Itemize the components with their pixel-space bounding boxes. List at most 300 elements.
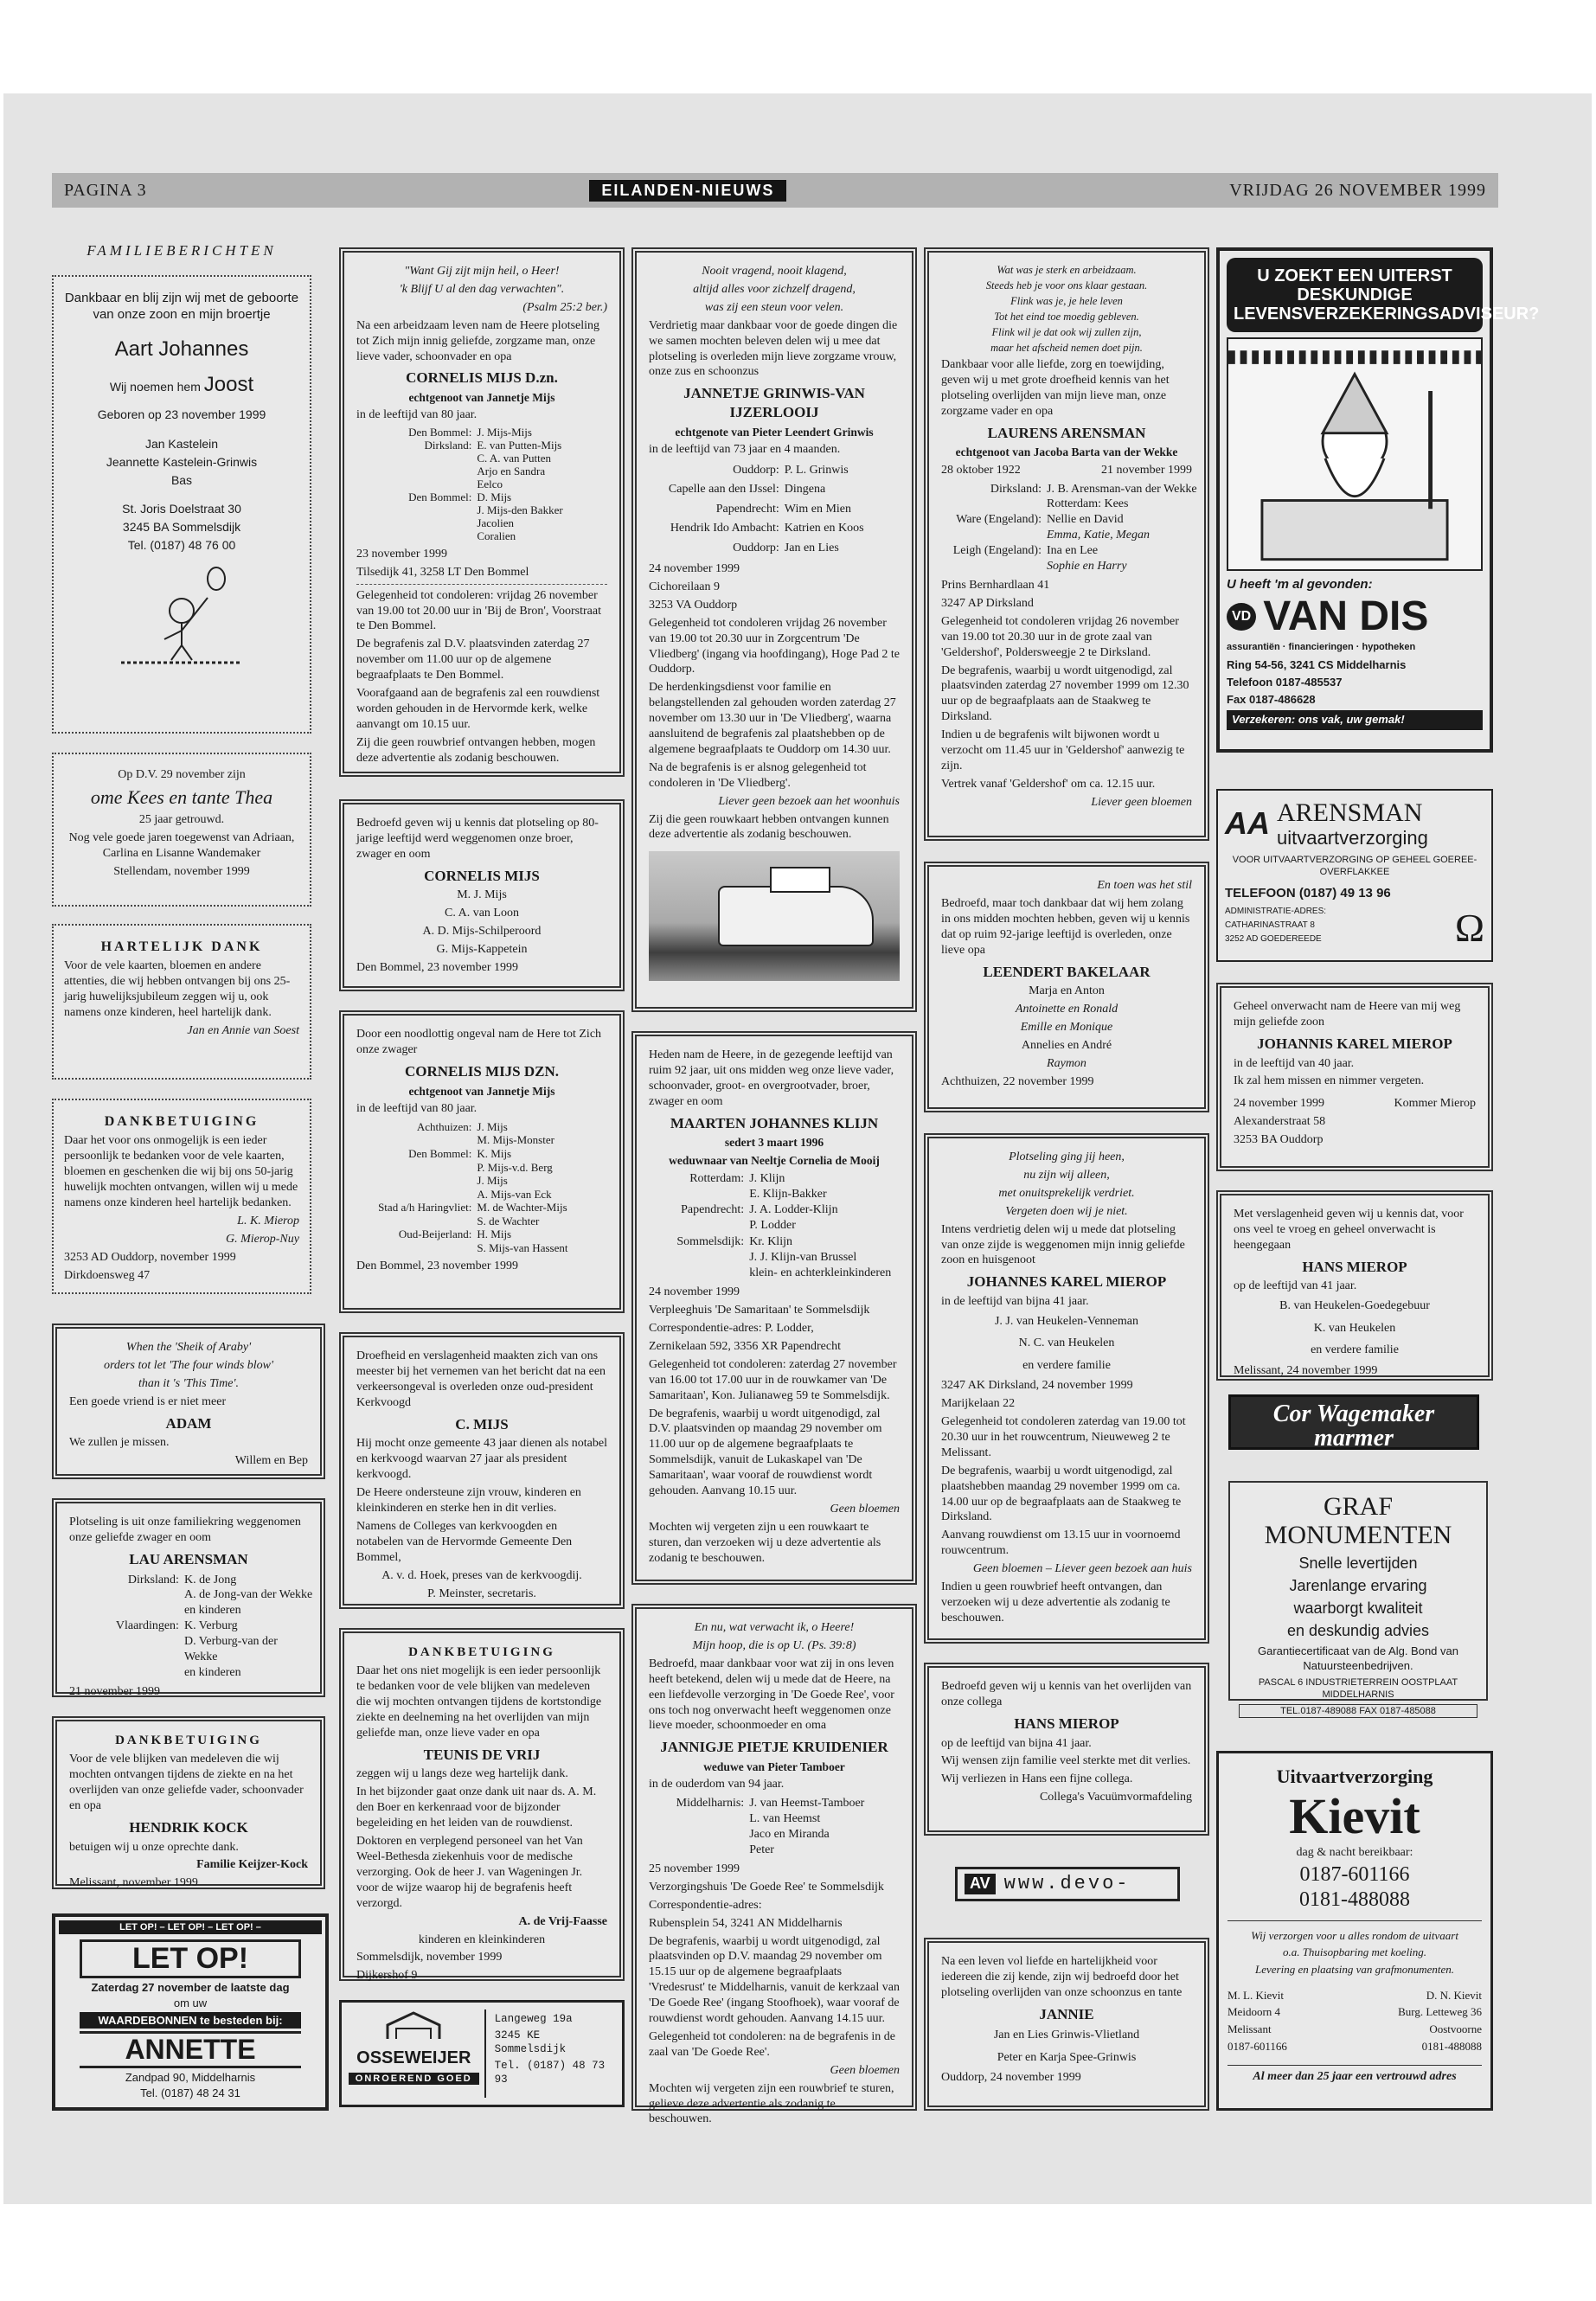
anniversary-years: 25 jaar getrouwd. (138, 813, 225, 827)
thanks-signature: kinderen en kleinkinderen (418, 1932, 546, 1946)
quote-line: than it 's 'This Time'. (138, 1376, 239, 1390)
relative-name: Sophie en Harry (1047, 560, 1127, 574)
thanks-text: In het bijzonder gaat onze dank uit naar ds. A. M. den Boer en kerkenraad voor de bijzonder begeleiding en het leiden van de rouwdienst. (356, 1785, 597, 1830)
obituary-detail: Vertrek vanaf 'Geldershof' om ca. 12.15 uur. (941, 777, 1156, 791)
quote-line: Plotseling ging jij heen, (1009, 1150, 1125, 1163)
cartoon-illustration (1228, 339, 1481, 569)
obituary-date: 24 november 1999 (1234, 1097, 1324, 1111)
relative-place: Ouddorp: (733, 464, 779, 478)
deceased-age: in de leeftijd van bijna 41 jaar. (941, 1295, 1089, 1309)
obituary-place: Ouddorp, 24 november 1999 (941, 2071, 1081, 2085)
relative-place: Papendrecht: (681, 1203, 745, 1217)
obituary-date: 24 november 1999 (649, 1285, 740, 1299)
relative-place: Middelharnis: (676, 1797, 745, 1811)
company-address: CATHARINASTRAAT 8 (1225, 920, 1315, 931)
deceased-spouse: echtgenote van Pieter Leendert Grinwis (675, 425, 874, 439)
company-description: VOOR UITVAARTVERZORGING OP GEHEEL GOEREE-OVERFLAKKEE (1232, 855, 1477, 878)
quote-line: orders tot let 'The four winds blow' (103, 1358, 274, 1372)
obituary-detail: De Heere ondersteune zijn vrouw, kinderen en kleinkinderen en sterke hen in dit verlies. (356, 1486, 581, 1515)
obituary-kruidenier (631, 1604, 917, 2126)
company-tagline: assurantiën · financieringen · hypotheken (1227, 642, 1416, 653)
relative-place (356, 1161, 471, 1175)
relative-place: Papendrecht: (715, 502, 779, 516)
relative-name: Jan en Lies (784, 541, 839, 554)
relative-place (356, 1215, 471, 1228)
obituary-detail: De begrafenis, waarbij u wordt uitgenodigd, zal D.V. plaatsvinden op maandag 29 november om 11.00 uur op de algemene begraafplaats te Sommelsdijk, vanuit de Lukaskapel van 'De Samaritaan', waar vooraf de rouwdienst wordt gehouden. Aanvang 10.15 uur. (649, 1407, 882, 1498)
relative-name: Jan en Lies Grinwis-Vlietland (993, 2029, 1140, 2042)
relative-place: Den Bommel: (408, 426, 472, 439)
deceased-age: in de ouderdom van 94 jaar. (649, 1778, 785, 1791)
relative-name: P. L. Grinwis (784, 464, 849, 478)
relative-place (69, 1587, 179, 1603)
shop-address: Zandpad 90, Middelharnis (125, 2071, 256, 2084)
quote-reference: (Psalm 25:2 ber.) (522, 300, 607, 314)
deceased-spouse: weduwnaar van Neeltje Cornelia de Mooij (669, 1153, 880, 1167)
company-address: PASCAL 6 INDUSTRIETERREIN OOSTPLAAT MIDDELHARNIS (1258, 1677, 1458, 1701)
obituary-klijn (631, 1031, 917, 1585)
relatives-table (941, 482, 1197, 574)
quote-line: En toen was het stil (1097, 879, 1192, 892)
relative-name: S. Mijs-van Hassent (477, 1241, 568, 1255)
company-fax: Fax 0187-486628 (1227, 692, 1316, 706)
arensman-logo-icon: AA (1225, 805, 1270, 842)
obituary-address: 3247 AP Dirksland (941, 596, 1034, 610)
obituary-detail: De herdenkingsdienst voor familie en belangstellenden zal gehouden worden zaterdag 27 november om 13.30 uur in 'De Vliedberg', waarna aansluitend de begrafenis zal plaatshebben op de algemene begraafplaats te Ouddorp om 14.30 uur. (649, 681, 896, 756)
thanks-text: Voor de vele blijken van medeleven die wij mochten ontvangen tijdens de ziekte en na het overlijden van onze geliefde vader, schoonvader en opa (69, 1753, 304, 1812)
relative-place (69, 1634, 179, 1665)
relatives-list (1234, 1297, 1476, 1360)
relative-name: D. Verburg-van der Wekke (183, 1635, 278, 1664)
child-balloon-drawing (121, 563, 242, 667)
advert-line: en deskundig advies (1286, 1622, 1430, 1640)
deceased-name: JANNETJE GRINWIS-VAN IJZERLOOIJ (683, 385, 865, 421)
thanks-title: HARTELIJK DANK (100, 939, 263, 954)
advert-line: Garantiecertificaat van de Alg. Bond van Natuursteenbedrijven. (1258, 1644, 1458, 1672)
obituary-wish: Liever geen bezoek aan het woonhuis (718, 794, 900, 808)
relatives-list (941, 984, 1192, 1072)
relative-name: Emille en Monique (1020, 1021, 1113, 1035)
relative-place (356, 478, 471, 491)
obituary-wish: Geen bloemen (830, 1503, 900, 1516)
obituary-detail: De begrafenis, waarbij u wordt uitgenodigd, zal plaatsvinden zaterdag 27 november 1999 om 12.30 uur op de begraafplaats aan de Staakweg te Dirksland. (941, 663, 1189, 724)
quote-line: Wat was je sterk en arbeidzaam. (997, 264, 1137, 276)
obituary-detail: Ik zal hem missen en nimmer vergeten. (1234, 1074, 1425, 1088)
obituary-intro: Heden nam de Heere, in de gezegende leeftijd van ruim 92 jaar, uit ons midden weg onze lieve vader, schoonvader, groot- en overgrootvader, broer, zwager en oom (649, 1048, 894, 1108)
advert-headline: U ZOEKT EEN UITERST DESKUNDIGE LEVENSVERZEKERINGSADVISEUR? (1227, 258, 1483, 332)
anniversary-announcement (52, 753, 311, 907)
quote-line: When the 'Sheik of Araby' (125, 1341, 252, 1354)
contact-address: Burg. Letteweg 36 (1398, 2005, 1482, 2019)
let-op-title: LET OP! (80, 1939, 301, 1978)
thanks-place: Dijkershof 9 (356, 1969, 418, 1983)
obituary-detail: Na de begrafenis is er alsnog gelegenheid tot condoleren in 'De Vliedberg'. (649, 760, 867, 790)
deceased-name: CORNELIS MIJS D.zn. (406, 369, 558, 387)
company-phone: TELEFOON (0187) 49 13 96 (1225, 886, 1391, 901)
call-name: Joost (203, 373, 254, 397)
contact-phone: 0181-488088 (1421, 2039, 1482, 2053)
advert-line: dag & nacht bereikbaar: (1296, 1846, 1413, 1860)
thanks-de-vrij (339, 1628, 625, 1981)
address-line: St. Joris Doelstraat 30 (122, 502, 241, 516)
relative-name: P. Lodder (749, 1219, 796, 1233)
company-tagline: ONROEREND GOED (349, 2073, 479, 2085)
section-title: FAMILIEBERICHTEN (87, 242, 277, 259)
obituary-address: Tilsedijk 41, 3258 LT Den Bommel (356, 565, 529, 579)
correspondence-address: Correspondentie-adres: (649, 1898, 762, 1912)
deceased-name: HANS MIEROP (1014, 1715, 1119, 1732)
advert-line: Levering en plaatsing van grafmonumenten. (1255, 1963, 1454, 1977)
company-name: Kievit (1289, 1788, 1420, 1845)
boat-cabin (770, 867, 830, 893)
relative-name: Nellie en David (1047, 513, 1124, 527)
obituary-place: Verpleeghuis 'De Samaritaan' te Sommelsdijk (649, 1304, 870, 1317)
parent: Jeannette Kastelein-Grinwis (106, 454, 258, 469)
relative-place (69, 1665, 179, 1681)
deceased-name: LEENDERT BAKELAAR (983, 963, 1151, 980)
relative-name: Jacolien (477, 516, 514, 529)
thanks-text: Voor de vele kaarten, bloemen en andere attenties, die wij hebben ontvangen bij ons 25-jarig huwelijksjubileum zeggen wij u, ook namens onze kinderen, heel hartelijk dank. (64, 959, 291, 1020)
shop-phone: Tel. (0187) 48 24 31 (140, 2086, 240, 2099)
advert-top: Uitvaartverzorging (1276, 1766, 1433, 1787)
let-op-line: WAARDEBONNEN te besteden bij: (80, 2012, 301, 2029)
correspondence-address: Rubensplein 54, 3241 AN Middelharnis (649, 1916, 843, 1930)
relative-place: Ouddorp: (733, 541, 779, 554)
obituary-grinwis (631, 247, 917, 1012)
relative-place: Ware (Engeland): (956, 513, 1042, 527)
obituary-place: Den Bommel, 23 november 1999 (356, 1259, 519, 1272)
relative-place: Dirksland: (127, 1573, 179, 1586)
thanks-place: Melissant, november 1999 (69, 1876, 198, 1890)
obituary-detail: Gelegenheid tot condoleren zaterdag van 19.00 tot 20.30 uur in het rouwcentrum, Nieuweweg 2 te Melissant. (941, 1414, 1186, 1459)
obituary-adam (52, 1324, 325, 1479)
company-address: 3252 AD GOEDEREEDE (1225, 933, 1322, 944)
quote-line: altijd alles voor zichzelf dragend, (693, 282, 856, 296)
shop-name: ANNETTE (80, 2031, 301, 2068)
relative-name: Eelco (477, 478, 503, 491)
quote-line: 'k Blijf U al den dag verwachten". (399, 282, 565, 296)
relative-name: M. Mijs-Monster (477, 1133, 554, 1147)
deceased-name: HENDRIK KOCK (129, 1818, 248, 1836)
quote-line: maar het afscheid nemen doet pijn. (990, 342, 1143, 354)
relative-place (649, 1218, 744, 1234)
company-phone: 0181-488088 (1299, 1888, 1410, 1912)
obituary-lau-arensman (52, 1498, 325, 1697)
obituary-detail: Hij mocht onze gemeente 43 jaar dienen als notabel en kerkvoogd waarvan 27 jaar als president kerkvoogd. (356, 1437, 608, 1482)
obituary-mijs-church (339, 1332, 625, 1609)
obituary-poem (941, 264, 1192, 355)
thanks-mierop (52, 1099, 311, 1294)
house-icon (379, 2009, 448, 2041)
contact-address: Meidoorn 4 (1227, 2005, 1281, 2019)
deceased-detail: sedert 3 maart 1996 (724, 1136, 824, 1150)
relative-name: J. Mijs-den Bakker (477, 503, 563, 516)
relative-name: Peter en Karja Spee-Grinwis (997, 2050, 1137, 2064)
obituary-hans-mierop-colleagues (924, 1663, 1209, 1836)
relative-name: E. Klijn-Bakker (749, 1188, 827, 1202)
obituary-intro: Bedroefd geven wij u kennis dat plotseling op 80-jarige leeftijd werd weggenomen onze broer, zwager en oom (356, 817, 599, 861)
relative-place (941, 559, 1042, 574)
thanks-signature: A. de Vrij-Faasse (518, 1914, 607, 1928)
thanks-van-soest (52, 924, 311, 1080)
quote-line: met onuitsprekelijk verdriet. (998, 1186, 1135, 1200)
obituary-detail: Namens de Colleges van kerkvoogden en notabelen van de Hervormde Gemeente Den Bommel, (356, 1519, 573, 1564)
relative-place: Dirksland: (424, 439, 472, 452)
obituary-detail: Indien u geen rouwbrief heeft ontvangen, dan verzoeken wij u deze advertentie als zodanig te beschouwen. (941, 1580, 1170, 1625)
deceased-age: in de leeftijd van 40 jaar. (1234, 1056, 1355, 1070)
relatives-table (649, 1171, 900, 1281)
quote-line: Steeds heb je voor ons klaar gestaan. (985, 279, 1148, 292)
obituary-address: Cichoreilaan 9 (649, 580, 721, 593)
obituary-intro: Verdrietig maar dankbaar voor de goede dingen die we samen mochten beleven delen wij u mee dat plotseling is overleden mijn lieve zorgzame vrouw, onze zus en schoonzus (649, 318, 898, 379)
deceased-age: op de leeftijd van 41 jaar. (1234, 1279, 1357, 1293)
thanks-text: Daar het ons niet mogelijk is een ieder persoonlijk te bedanken voor de vele blijken van medeleven die wij mochten ontvangen tijdens de kortstondige ziekte en deelneming na het overlijden van mijn geliefde man, onze lieve vader en opa (356, 1664, 602, 1740)
obituary-place: Achthuizen, 22 november 1999 (941, 1074, 1094, 1088)
relative-name: A. Mijs-van Eck (477, 1187, 552, 1201)
obituary-detail: Gelegenheid tot condoleren: na de begrafenis in de zaal van 'De Goede Ree'. (649, 2029, 895, 2059)
relative-name: S. de Wachter (477, 1214, 540, 1227)
thanks-text: Daar het voor ons onmogelijk is een ieder persoonlijk te bedanken voor de vele kaarten, bloemen en geschenken die wij bij ons 50-jarig huwelijk mochten ontvangen, willen wij u mede namens onze kinderen heel hartelijk bedanken. (64, 1134, 298, 1210)
obituary-detail: Gelegenheid tot condoleren: zaterdag 27 november van 16.00 tot 17.00 uur in de rouwkamer van 'De Samaritaan', Kon. Julianaweg 59 te Sommelsdijk. (649, 1357, 897, 1402)
relative-place: Den Bommel: (408, 1146, 472, 1160)
relative-name: Raymon (1047, 1056, 1086, 1070)
deceased-age: in de leeftijd van 80 jaar. (356, 1101, 478, 1115)
obituary-detail: Mochten wij vergeten zijn een rouwbrief te sturen, gelieve deze advertentie als zodanig te beschouwen. (649, 2081, 894, 2126)
relative-place (356, 465, 471, 478)
obituary-date: 25 november 1999 (649, 1862, 740, 1875)
relative-name: C. A. van Loon (445, 907, 519, 920)
relative-place (356, 530, 471, 543)
relative-place (941, 497, 1042, 512)
advert-line: Jarenlange ervaring (1289, 1577, 1427, 1595)
company-name: ARENSMAN (1277, 798, 1423, 827)
quote-line: was zij een steun voor velen. (704, 300, 844, 314)
obituary-mijs-in-laws (339, 1010, 625, 1313)
relative-place: Capelle aan den IJssel: (668, 483, 779, 497)
advert-line: o.a. Thuisopbaring met koeling. (1282, 1945, 1427, 1959)
company-address: Ring 54-56, 3241 CS Middelharnis (1227, 658, 1407, 672)
relative-name: L. van Heemst (749, 1812, 821, 1826)
relative-place: Hendrik Ido Ambacht: (670, 522, 779, 535)
company-name: VAN DIS (1263, 593, 1429, 640)
relative-name: Peter (749, 1843, 774, 1856)
graf-monumenten-advert (1228, 1481, 1488, 1716)
obituary-address: Marijkelaan 22 (941, 1397, 1016, 1411)
relative-place: Stad a/h Haringvliet: (378, 1201, 472, 1215)
deceased-spouse: echtgenoot van Jannetje Mijs (408, 1084, 555, 1098)
obituary-intro: Na een arbeidzaam leven nam de Heere plotseling tot Zich mijn innig geliefde, zorgzame man, onze lieve vader, schoonvader en opa (356, 318, 600, 363)
quote-line: Tot het eind toe moedig gebleven. (994, 311, 1139, 323)
company-address: Langeweg 19a (494, 2013, 573, 2025)
obituary-bakelaar (924, 862, 1209, 1112)
vd-logo-icon: VD (1227, 603, 1256, 631)
obituary-intro: Geheel onverwacht nam de Heere van mij weg mijn geliefde zoon (1234, 1000, 1461, 1029)
masthead-logo: EILANDEN-NIEUWS (589, 180, 786, 202)
omega-icon: Ω (1454, 905, 1484, 950)
thanks-text: betuigen wij u onze oprechte dank. (69, 1840, 239, 1854)
devo-url: www.devo- (1003, 1872, 1131, 1894)
relative-place: Leigh (Engeland): (952, 544, 1042, 558)
advert-subline: U heeft 'm al gevonden: (1227, 577, 1373, 592)
correspondence-address: Zernikelaan 592, 3356 XR Papendrecht (649, 1339, 841, 1353)
boat-hull (718, 886, 874, 946)
anniversary-date: Op D.V. 29 november zijn (118, 768, 246, 781)
relative-name: klein- en achterkleinkinderen (749, 1266, 892, 1280)
obituary-jannie (924, 1938, 1209, 2111)
thanks-title: DANKBETUIGING (104, 1114, 260, 1129)
thanks-place: Sommelsdijk, november 1999 (356, 1951, 503, 1965)
relative-name: J. B. Arensman-van der Wekke (1047, 482, 1197, 496)
company-name: OSSEWEIJER (356, 2048, 471, 2067)
baby-name: Aart Johannes (114, 337, 249, 362)
obituary-intro: Dankbaar voor alle liefde, zorg en toewijding, geven wij u met grote droefheid kennis van het plotseling overlijden van mijn lieve man, onze zorgzame vader en opa (941, 358, 1170, 418)
advert-line: waarborgt kwaliteit (1293, 1599, 1423, 1618)
deceased-name: JANNIGJE PIETJE KRUIDENIER (660, 1739, 888, 1756)
deceased-name: CORNELIS MIJS DZN. (404, 1062, 560, 1080)
obituary-detail: Wij wensen zijn familie veel sterkte met dit verlies. (941, 1754, 1191, 1768)
deceased-name: JOHANNES KAREL MIEROP (966, 1273, 1167, 1291)
anniversary-place: Stellendam, november 1999 (113, 864, 250, 878)
company-phone: 0187-601166 (1299, 1863, 1410, 1887)
birth-address (64, 502, 299, 554)
obituary-place: Verzorgingshuis 'De Goede Ree' te Sommelsdijk (649, 1880, 884, 1894)
parent: Jan Kastelein (144, 436, 219, 451)
relative-name: C. A. van Putten (477, 452, 551, 465)
deceased-name: LAURENS ARENSMAN (987, 424, 1146, 441)
relative-name: H. Mijs (477, 1227, 512, 1241)
relative-name: Emma, Katie, Megan (1047, 529, 1150, 542)
advert-title: GRAF (1323, 1492, 1394, 1521)
relative-place (649, 1843, 744, 1858)
obituary-detail: Gelegenheid tot condoleren vrijdag 26 november van 19.00 tot 20.30 uur in Zorgcentrum 'De Vliedberg' (ingang via hoofdingang), Hoge Pad 2 te Ouddorp. (649, 616, 900, 676)
sibling: Bas (170, 472, 193, 487)
relatives-table (649, 461, 900, 558)
relative-name: B. van Heukelen-Goedegebuur (1279, 1299, 1430, 1313)
obituary-wish: Geen bloemen (830, 2063, 900, 2077)
relative-name: J. Klijn (749, 1171, 785, 1185)
obituary-intro: Door een noodlottig ongeval nam de Here tot Zich onze zwager (356, 1028, 602, 1056)
relative-place (356, 1241, 471, 1255)
boat-photo (649, 851, 900, 981)
advert-line: Snelle levertijden (1298, 1554, 1418, 1572)
deceased-spouse: echtgenoot van Jacoba Barta van der Wekke (955, 445, 1178, 459)
relative-name: N. C. van Heukelen (1018, 1336, 1115, 1350)
quote-line: nu zijn wij alleen, (1023, 1168, 1110, 1182)
relative-name: K. de Jong (183, 1573, 237, 1586)
relative-name: Rotterdam: Kees (1047, 497, 1129, 511)
company-phone: Tel. (0187) 48 73 93 (494, 2060, 606, 2086)
company-address: ADMINISTRATIE-ADRES: (1225, 907, 1327, 917)
relative-name: J. van Heemst-Tamboer (749, 1797, 865, 1811)
obituary-wish: Geen bloemen – Liever geen bezoek aan huis (972, 1562, 1192, 1576)
contact-name: M. L. Kievit (1227, 1988, 1284, 2002)
relative-name: A. D. Mijs-Schilperoord (422, 925, 542, 939)
birth-date: Geboren op 23 november 1999 (97, 407, 266, 421)
relatives-table (356, 1120, 607, 1255)
contact-phone: 0187-601166 (1227, 2039, 1287, 2053)
deceased-age: in de leeftijd van 73 jaar en 4 maanden. (649, 443, 841, 457)
birth-intro: Dankbaar en blij zijn wij met de geboorte van onze zoon en mijn broertje (64, 291, 299, 323)
obituary-date: 24 november 1999 (649, 561, 740, 575)
relative-name: Ina en Lee (1047, 544, 1099, 558)
obituary-address: 3253 VA Ouddorp (649, 598, 738, 612)
page-header (52, 173, 1498, 208)
relative-name: J. A. Lodder-Klijn (749, 1203, 838, 1217)
obituary-wish: Liever geen bloemen (1091, 795, 1192, 809)
relative-name: J. J. Klijn-van Brussel (749, 1250, 857, 1264)
quote-line: Vergeten doen wij je niet. (1005, 1204, 1128, 1218)
obituary-address: 3253 BA Ouddorp (1234, 1133, 1324, 1147)
relative-name: A. de Jong-van der Wekke (183, 1588, 313, 1602)
company-slogan: Al meer dan 25 jaar een vertrouwd adres (1227, 2065, 1482, 2085)
deceased-name: TEUNIS DE VRIJ (423, 1746, 541, 1763)
relative-name: Kr. Klijn (749, 1234, 792, 1248)
call-prefix: Wij noemen hem (109, 380, 201, 394)
relatives-list (356, 888, 607, 958)
relative-name: Dingena (784, 483, 826, 497)
obituary-detail: De begrafenis zal D.V. plaatsvinden zaterdag 27 november om 11.00 uur op de algemene begraafplaats te Den Bommel. (356, 638, 590, 683)
obituary-hans-mierop-family (1216, 1190, 1493, 1381)
let-op-line: Zaterdag 27 november de laatste dag (91, 1981, 290, 1994)
obituary-mijs-family (339, 247, 625, 777)
deceased-name: HANS MIEROP (1302, 1258, 1407, 1275)
relative-name: Annelies en André (1021, 1039, 1112, 1052)
let-op-advert (52, 1913, 329, 2111)
kievit-advert (1216, 1751, 1493, 2111)
anniversary-text: Nog vele goede jaren toegewenst van Adriaan, Carlina en Lisanne Wandemaker (68, 830, 295, 860)
company-phone: TEL.0187-489088 FAX 0187-485088 (1239, 1704, 1477, 1718)
obituary-intro: Met verslagenheid geven wij u kennis dat, voor ons veel te vroeg en geheel onverwacht is heengegaan (1234, 1208, 1464, 1252)
obituary-date: 23 november 1999 (356, 547, 447, 561)
thanks-text: Doktoren en verplegend personeel van het Van Weel-Bethesda ziekenhuis voor de medische verzorging. Ook de heer J. van Wageningen Jr. voor de wijze waarop hij de begrafenis heeft verzorgd. (356, 1835, 583, 1910)
let-op-line: om uw (173, 1997, 208, 2009)
advert-line: Wij verzorgen voor u alles rondom de uitvaart (1251, 1928, 1458, 1942)
deceased-spouse: weduwe van Pieter Tamboer (703, 1760, 845, 1774)
obituary-intro: Bedroefd geven wij u kennis van het overlijden van onze collega (941, 1680, 1192, 1708)
quote-line: Nooit vragend, nooit klagend, (702, 265, 847, 278)
company-phone: Telefoon 0187-485537 (1227, 675, 1343, 689)
parents (64, 437, 299, 489)
deceased-name: C. MIJS (455, 1415, 509, 1433)
relatives-list (941, 2026, 1192, 2067)
death-date: 21 november 1999 (1101, 463, 1192, 477)
obituary-detail: Voorafgaand aan de begrafenis zal een rouwdienst worden gehouden in de Hervormde kerk, welke aanvangt om 10.15 uur. (356, 687, 600, 731)
obituary-intro: Een goede vriend is er niet meer (69, 1394, 227, 1408)
relatives-table (649, 1796, 900, 1858)
relative-name: M. de Wachter-Mijs (477, 1201, 567, 1215)
obituary-mijs-siblings (339, 799, 625, 991)
relative-name: en kinderen (183, 1666, 241, 1679)
thanks-address: 3253 AD Ouddorp, november 1999 (64, 1250, 236, 1264)
thanks-title: DANKBETUIGING (408, 1645, 555, 1659)
quote-line: Flink was je, je hele leven (1010, 295, 1123, 307)
relative-place (356, 517, 471, 530)
van-dis-advert (1216, 247, 1540, 753)
relative-place: Dirksland: (990, 482, 1042, 496)
obituary-signature: Willem en Bep (234, 1454, 308, 1468)
devo-logo-icon: AV (965, 1874, 996, 1894)
relative-name: Arjo en Sandra (477, 465, 546, 478)
relative-name: Marja en Anton (1029, 984, 1105, 998)
relative-name: Antoinette en Ronald (1015, 1003, 1118, 1016)
relative-place (69, 1603, 179, 1618)
obituary-intro: Bedroefd, maar dankbaar voor wat zij in ons leven heeft betekend, delen wij u mede dat de Heere, na een liefdevolle verzorging in 'De Goede Ree', voor ons toch nog onverwacht heeft weggenomen onze lieve moeder, schoonmoeder en oma (649, 1657, 894, 1733)
correspondence-address: Correspondentie-adres: P. Lodder, (649, 1322, 814, 1336)
company-tagline: uitvaartverzorging (1277, 827, 1428, 849)
deceased-name: JANNIE (1039, 2005, 1094, 2022)
contact-name: D. N. Kievit (1426, 1988, 1482, 2002)
company-slogan: Verzekeren: ons vak, uw gemak! (1227, 710, 1483, 730)
obituary-detail: Wij verliezen in Hans een fijne collega. (941, 1772, 1133, 1786)
